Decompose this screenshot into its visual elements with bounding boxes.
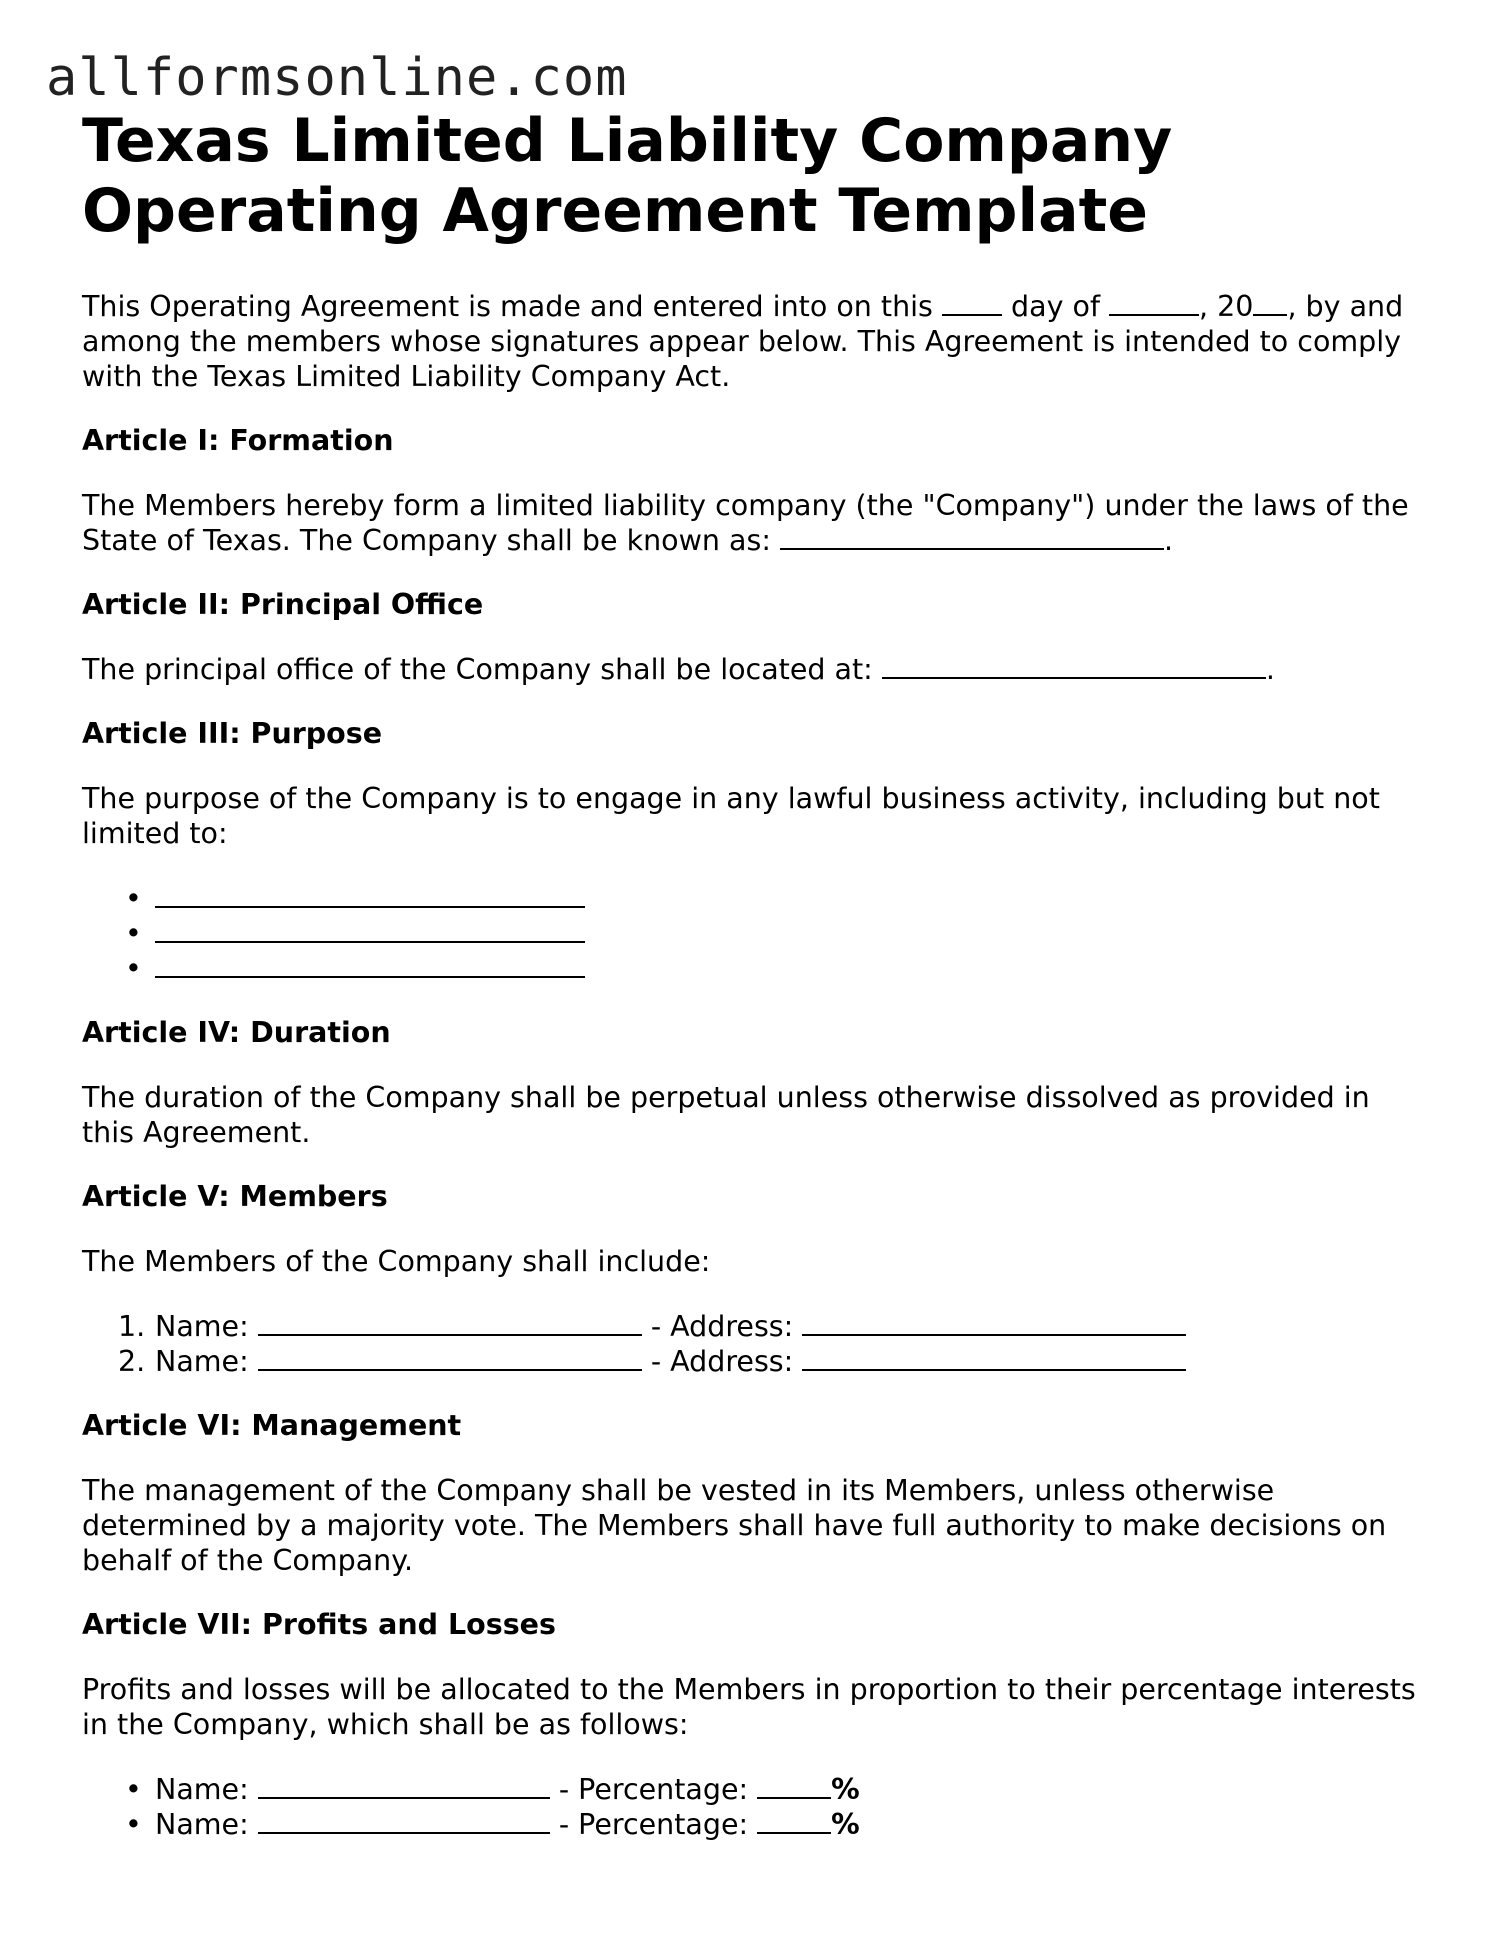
list-item <box>82 1772 1422 1807</box>
intro-text-3: , 20 <box>1199 290 1254 323</box>
percent-sign: % <box>831 1773 860 1806</box>
article-1-heading: Article I: Formation <box>82 424 394 457</box>
members-list <box>82 1309 1422 1379</box>
profits-list <box>82 1772 1422 1842</box>
article-5-heading: Article V: Members <box>82 1180 388 1213</box>
article-5-text: The Members of the Company shall include: <box>82 1245 711 1278</box>
purpose-list <box>82 881 1422 986</box>
profit-member-2-percentage-blank[interactable] <box>757 1807 831 1834</box>
profit-member-1-percentage-blank[interactable] <box>757 1772 831 1799</box>
watermark: allformsonline.com <box>46 48 628 108</box>
item-number: 1. <box>118 1310 146 1343</box>
address-label: - Address: <box>650 1345 794 1378</box>
list-item <box>82 1807 1422 1842</box>
year-blank[interactable] <box>1253 289 1287 316</box>
list-item <box>82 916 1422 951</box>
formation-text: The Members hereby form a limited liability company (the "Company") under the laws of the State of Texas. The Company shall be known as: <box>82 489 1409 557</box>
bullet: • <box>125 952 142 985</box>
bullet: • <box>125 917 142 950</box>
list-item <box>82 1309 1422 1344</box>
list-item <box>82 951 1422 986</box>
percentage-label: - Percentage: <box>558 1808 749 1841</box>
company-name-blank[interactable] <box>780 523 1164 550</box>
purpose-blank-1[interactable] <box>155 881 585 908</box>
name-label: Name: <box>155 1310 249 1343</box>
article-7-text: Profits and losses will be allocated to the Members in proportion to their percentage interests in the Company, which shall be as follows: <box>82 1673 1416 1741</box>
article-6-text: The management of the Company shall be vested in its Members, unless otherwise determined by a majority vote. The Members shall have full authority to make decisions on behalf of the Company. <box>82 1474 1387 1577</box>
member-1-name-blank[interactable] <box>258 1309 642 1336</box>
name-label: Name: <box>155 1808 249 1841</box>
article-3-text: The purpose of the Company is to engage in any lawful business activity, including but not limited to: <box>82 782 1380 850</box>
profit-member-2-name-blank[interactable] <box>258 1807 550 1834</box>
profit-member-1-name-blank[interactable] <box>258 1772 550 1799</box>
member-1-address-blank[interactable] <box>802 1309 1186 1336</box>
bullet: • <box>125 1808 142 1841</box>
purpose-blank-3[interactable] <box>155 951 585 978</box>
intro-text-1: This Operating Agreement is made and entered into on this <box>82 290 933 323</box>
office-text: The principal office of the Company shall be located at: <box>82 653 873 686</box>
page-title: Texas Limited Liability Company Operating Agreement Template <box>82 106 1173 246</box>
article-7-heading: Article VII: Profits and Losses <box>82 1608 556 1641</box>
percentage-label: - Percentage: <box>558 1773 749 1806</box>
month-blank[interactable] <box>1109 289 1199 316</box>
article-2-text <box>82 652 1422 687</box>
office-end: . <box>1265 653 1275 686</box>
intro-text-2: day of <box>1011 290 1100 323</box>
article-6-heading: Article VI: Management <box>82 1409 462 1442</box>
article-2-heading: Article II: Principal Office <box>82 588 484 621</box>
item-number: 2. <box>118 1345 146 1378</box>
bullet: • <box>125 1773 142 1806</box>
purpose-blank-2[interactable] <box>155 916 585 943</box>
document-page <box>82 106 1422 1842</box>
list-item <box>82 1344 1422 1379</box>
article-4-heading: Article IV: Duration <box>82 1016 391 1049</box>
day-blank[interactable] <box>942 289 1002 316</box>
percent-sign: % <box>831 1808 860 1841</box>
member-2-address-blank[interactable] <box>802 1344 1186 1371</box>
address-label: - Address: <box>650 1310 794 1343</box>
bullet: • <box>125 882 142 915</box>
formation-end: . <box>1164 524 1174 557</box>
name-label: Name: <box>155 1773 249 1806</box>
article-1-text <box>82 488 1422 558</box>
article-4-text: The duration of the Company shall be perpetual unless otherwise dissolved as provided in this Agreement. <box>82 1081 1370 1149</box>
office-address-blank[interactable] <box>882 652 1266 679</box>
intro-text-4: , by and among the members whose signatures appear below. This Agreement is intended to comply with the Texas Limited Liability Company Act. <box>82 290 1404 393</box>
intro-paragraph <box>82 289 1422 394</box>
article-3-heading: Article III: Purpose <box>82 717 383 750</box>
name-label: Name: <box>155 1345 249 1378</box>
list-item <box>82 881 1422 916</box>
member-2-name-blank[interactable] <box>258 1344 642 1371</box>
